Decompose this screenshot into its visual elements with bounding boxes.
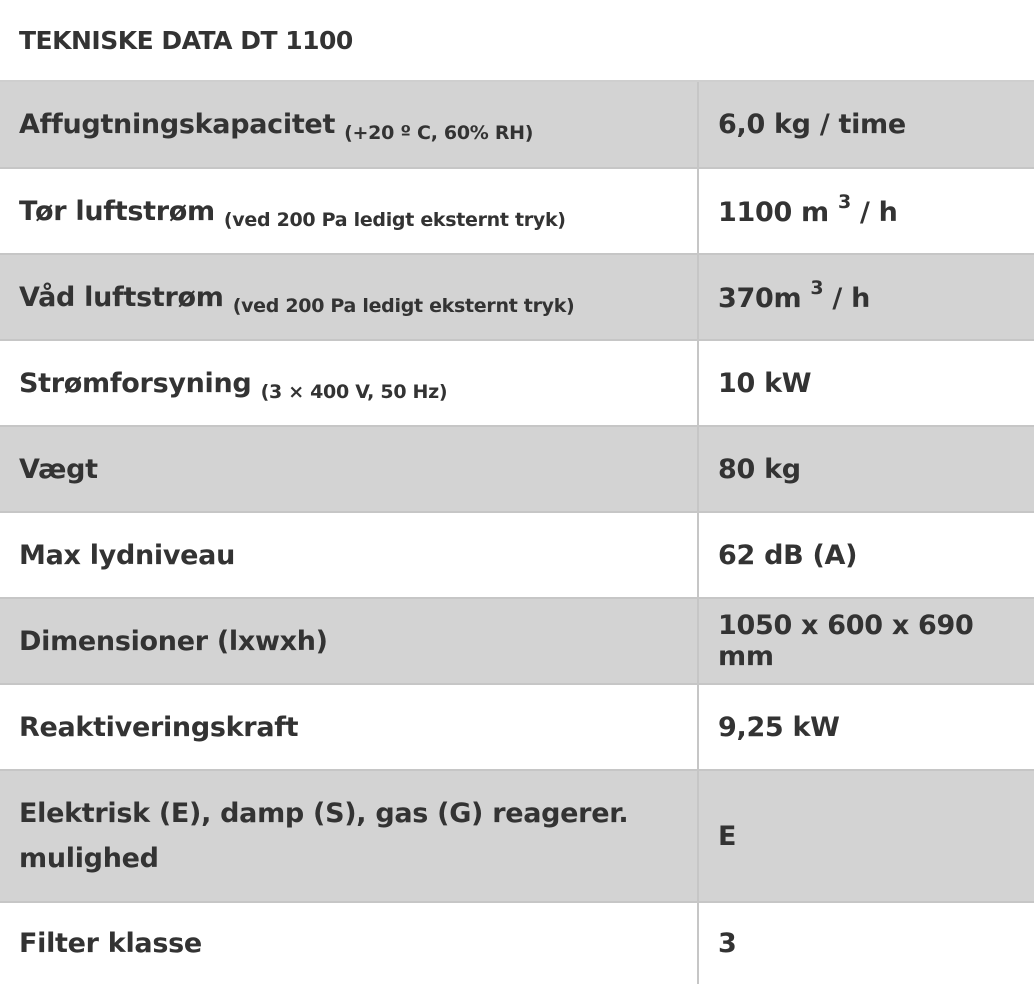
- specs-table: [0, 82, 1034, 984]
- row-note: (ved 200 Pa ledigt eksternt tryk): [223, 208, 566, 231]
- row-note: (+20 º C, 60% RH): [344, 122, 534, 144]
- row-value: 10 kW: [698, 340, 1034, 426]
- table-title: TEKNISKE DATA DT 1100: [0, 0, 1034, 82]
- table-row: [0, 684, 1034, 770]
- row-label: Vægt: [0, 426, 698, 512]
- row-value: 3: [698, 902, 1034, 984]
- row-value: E: [698, 770, 1034, 902]
- row-label-cell: [0, 340, 698, 426]
- row-value: 62 dB (A): [698, 512, 1034, 598]
- row-value-unit: / h: [850, 197, 898, 228]
- row-value: 80 kg: [698, 426, 1034, 512]
- row-value: 1050 x 600 x 690 mm: [698, 598, 1034, 684]
- row-note: (3 × 400 V, 50 Hz): [260, 380, 448, 403]
- row-label-cell: [0, 82, 698, 168]
- row-note: (ved 200 Pa ledigt eksternt tryk): [232, 294, 575, 317]
- row-label: Max lydniveau: [0, 512, 698, 598]
- table-row: [0, 254, 1034, 340]
- superscript: 3: [837, 191, 851, 213]
- row-label: Dimensioner (lxwxh): [0, 598, 698, 684]
- table-row: [0, 902, 1034, 984]
- row-label-cell: [0, 770, 698, 902]
- row-value: 9,25 kW: [698, 684, 1034, 770]
- row-label: Strømforsyning: [19, 367, 252, 399]
- row-label: Elektrisk (E), damp (S), gas (G) reagerer. mulighed: [19, 798, 629, 874]
- table-row: [0, 82, 1034, 168]
- row-value-cell: [698, 168, 1034, 254]
- table-row: [0, 340, 1034, 426]
- row-value: 1100 m: [718, 197, 838, 228]
- row-label: Filter klasse: [19, 928, 202, 959]
- row-label: Reaktiveringskraft: [0, 684, 698, 770]
- row-label: Våd luftstrøm: [19, 281, 224, 313]
- table-row: [0, 168, 1034, 254]
- table-row: [0, 598, 1034, 684]
- row-value-unit: / h: [823, 283, 871, 314]
- superscript: 3: [810, 277, 824, 299]
- table-row: [0, 426, 1034, 512]
- table-row: [0, 770, 1034, 902]
- row-value: 370m: [718, 283, 811, 314]
- row-label: Tør luftstrøm: [19, 195, 215, 227]
- row-label-cell: [0, 168, 698, 254]
- row-label-cell: [0, 254, 698, 340]
- row-value: 6,0 kg / time: [698, 82, 1034, 168]
- row-value-cell: [698, 254, 1034, 340]
- table-row: [0, 512, 1034, 598]
- row-label: Affugtningskapacitet: [19, 109, 336, 140]
